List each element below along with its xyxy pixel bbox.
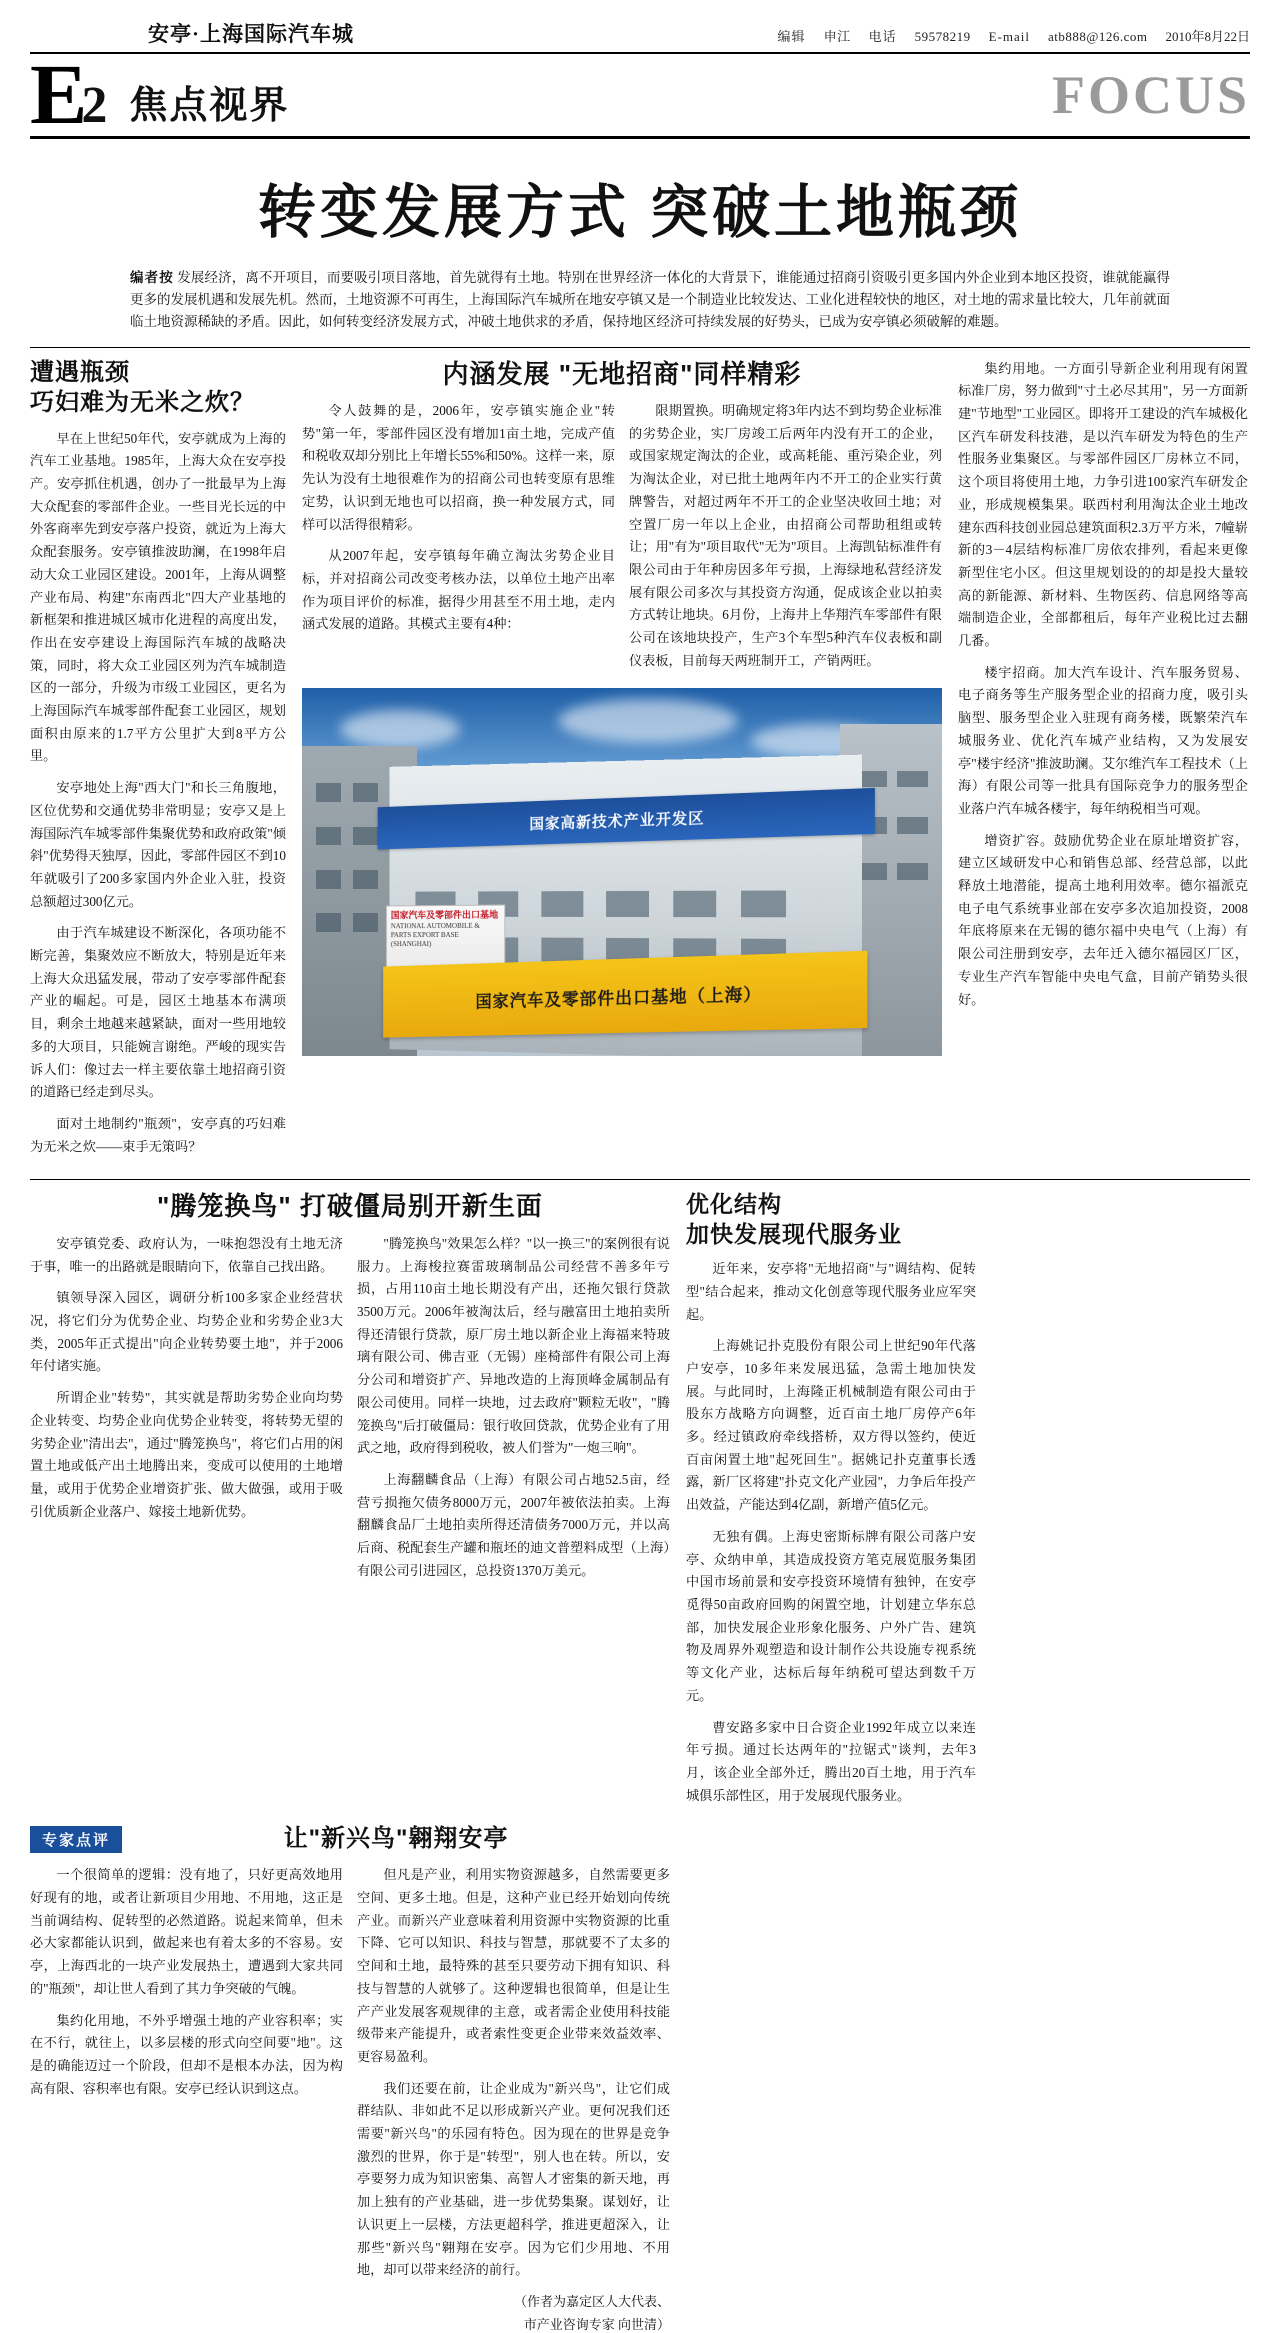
masthead bbox=[30, 18, 1250, 54]
phone-label: 电话 bbox=[868, 29, 897, 44]
editor-name: 申江 bbox=[823, 29, 851, 44]
editors-note bbox=[30, 267, 1250, 341]
expert-c2-para-1: 但凡是产业，利用实物资源越多，自然需要更多空间、更多土地。但是，这种产业已经开始划向传统产业。而新兴产业意味着利用资源中实物资源的比重下降、它可以知识、科技与智慧，那就要不了太多的空间和土地，最特殊的甚至只要劳动下拥有知识、科技与智慧的人就够了。这种逻辑也很简单，但是让生产产业发展客观规律的主意，或者需企业使用科技能级带来产能提升，或者索性变更企业带来效益效率、更容易盈利。 bbox=[357, 1867, 670, 2064]
divider-rule-bottom bbox=[30, 1179, 1250, 1180]
bl-c1-para-3: 所谓企业"转势"，其实就是帮助劣势企业向均势企业转变、均势企业向优势企业转变，将转势无望的劣势企业"清出去"，通过"腾笼换鸟"，将它们占用的闲置土地或低产出土地腾出来，变成可以使用的土地增量，或用于优势企业增资扩张、做大做强，或用于吸引优质新企业落户、嫁接土地新优势。 bbox=[30, 1390, 343, 1519]
middle-left-para-1: 令人鼓舞的是，2006年，安亭镇实施企业"转势"第一年，零部件园区没有增加1亩土地，完成产值和税收双却分别比上年增长55%和50%。这样一来，原先认为没有土地很难作为的招商公司也转变原有思维定势，认识到无地也可以招商，换一种发展方式，同样可以活得很精彩。 bbox=[302, 403, 615, 532]
right-para-3: 无独有偶。上海史密斯标牌有限公司落户安亭、众纳申单，其造成投资方笔克展览服务集团中国市场前景和安亭投资环境情有独钟，在安亭觅得50亩政府回购的闲置空地，计划建立华东总部，加快发展企业形象化服务、户外广告、建筑物及周界外观塑造和设计制作公共设施专视系统等文化产业，达标后每年纳税可望达到数千万元。 bbox=[686, 1528, 976, 1703]
main-columns bbox=[30, 358, 1250, 1168]
editors-note-text: 发展经济，离不开项目，而要吸引项目落地，首先就得有土地。特别在世界经济一体化的大背景下，谁能通过招商引资吸引更多国内外企业到本地区投资，谁就能赢得更多的发展机遇和发展先机。然而，土地资源不可再生，上海国际汽车城所在地安亭镇又是一个制造业比较发达、工业化进程较快的地区，对土地的需求量比较大，几年前就面临土地资源稀缺的矛盾。因此，如何转变经济发展方式，冲破土地供求的矛盾，保持地区经济可持续发展的好势头，已成为安亭镇必须破解的难题。 bbox=[130, 270, 1171, 329]
right-top-para-1: 集约用地。一方面引导新企业利用现有闲置标准厂房，努力做到"寸土必尽其用"，另一方面新建"节地型"工业园区。即将开工建设的汽车城极化区汽车研发科技港，是以汽车研发为特色的生产性服务业集聚区。与零部件园区厂房林立不同，这个项目将使用土地，力争引进100家汽车研发企业，形成规模集果。联西村利用淘汰企业土地改建东西科技创业园总建筑面积2.3万平方米，7幢崭新的3－4层结构标准厂房依农排列，看起来更像新型住宅小区。但这里规划设的的却是投大量较高的新能源、新材料、生物医药、信息网络等高端制造企业，全部都租后，每年产业税比过去翻几番。 bbox=[958, 360, 1248, 649]
masthead-contact bbox=[778, 26, 1250, 48]
left-para-1: 早在上世纪50年代，安亭就成为上海的汽车工业基地。1985年，上海大众在安亭投产。安亭抓住机遇，创办了一批最早为上海大众配套的零部件企业。一些目光长远的中外客商率先到安亭落户投资，就近为上海大众配套服务。安亭镇推波助澜，在1998年启动大众工业园区建设。2001年，上海从调整产业布局、构建"东南西北"四大产业基地的新框架和推进城区城市化进程的高度出发，作出在安亭建设上海国际汽车城的战略决策，同时，将大众工业园区列为汽车城制造区的一部分，升级为市级工业园区，更名为上海国际汽车城零部件配套工业园区，规划面积由原来的1.7平方公里扩大到8平方公里。 bbox=[30, 430, 286, 764]
section-folio bbox=[30, 46, 1250, 143]
column-left bbox=[30, 358, 286, 1168]
bottom-left-block bbox=[30, 1190, 670, 1816]
expert-signature-role: （作者为嘉定区人大代表、 bbox=[513, 2293, 670, 2309]
right-para-1: 近年来，安亭将"无地招商"与"调结构、促转型"结合起来，推动文化创意等现代服务业应军突起。 bbox=[686, 1261, 976, 1322]
email-label: E-mail bbox=[988, 29, 1030, 44]
bl-c2-para-1: "腾笼换鸟"效果怎么样？"以一换三"的案例很有说服力。上海梭拉赛雷玻璃制品公司经营不善多年亏损，占用110亩土地长期没有产出，还拖欠银行贷款3500万元。2006年被淘汰后，经与融富田土地拍卖所得还清银行贷款，原厂房土地以新企业上海福来特玻璃有限公司、佛吉亚（无锡）座椅部件有限公司上海分公司和增资扩产、异地改造的上海顶峰金属制品有限公司使用。同样一块地，过去政府"颗粒无收"，"腾笼换鸟"后打破僵局：银行收回贷款，优势企业有了用武之地，政府得到税收，被人们誉为"一炮三响"。 bbox=[357, 1235, 670, 1456]
bottom-section bbox=[30, 1190, 1250, 1816]
expert-c1-para-1: 一个很简单的逻辑：没有地了，只好更高效地用好现有的地，或者让新项目少用地、不用地，这正是当前调结构、促转型的必然道路。说起来简单，但未必大家都能认识到，做起来也有着太多的不容易。安亭，上海西北的一块产业发展热土，遭遇到大家共同的"瓶颈"，却让世人看到了其力争突破的气魄。 bbox=[30, 1867, 343, 1996]
expert-signature-name: 市产业咨询专家 向世清） bbox=[523, 2316, 670, 2332]
middle-subcolumn-left bbox=[302, 400, 615, 681]
section-name-cn: 焦点视界 bbox=[129, 84, 290, 127]
photo-poster-subtitle: NATIONAL AUTOMOBILE & PARTS EXPORT BASE (SHANGHAI) bbox=[391, 921, 481, 948]
left-para-4: 面对土地制约"瓶颈"，安亭真的巧妇难为无米之炊——束手无策吗？ bbox=[30, 1115, 286, 1154]
divider-rule bbox=[30, 347, 1250, 348]
photo-building-sign: 国家高新技术产业开发区 bbox=[378, 788, 875, 850]
expert-right-spacer bbox=[686, 1822, 976, 2333]
bottom-left-col-1 bbox=[30, 1233, 343, 1592]
middle-subcolumns bbox=[302, 400, 942, 681]
page-headline: 转变发展方式 突破土地瓶颈 bbox=[257, 180, 1023, 245]
expert-columns bbox=[30, 1864, 670, 2333]
section-name-en: FOCUS bbox=[1051, 65, 1250, 125]
right-section-title bbox=[686, 1190, 976, 1250]
middle-subcolumn-right bbox=[629, 400, 942, 681]
folio-number: 2 bbox=[81, 76, 108, 134]
left-section-title bbox=[30, 358, 286, 418]
left-title-line2: 巧妇难为无米之炊？ bbox=[30, 388, 255, 416]
cloud-icon bbox=[340, 710, 460, 748]
editors-note-label: 编者按 bbox=[130, 270, 174, 285]
issue-date: 2010年8月22日 bbox=[1165, 29, 1250, 44]
expert-col-2 bbox=[357, 1864, 670, 2333]
phone-number: 59578219 bbox=[914, 29, 971, 44]
expert-section bbox=[30, 1822, 1250, 2333]
photo-banner: 国家汽车及零部件出口基地（上海） bbox=[384, 951, 869, 1038]
publication-title: 安亭·上海国际汽车城 bbox=[148, 22, 355, 46]
bl-c1-para-1: 安亭镇党委、政府认为，一味抱怨没有土地无济于事，唯一的出路就是眼睛向下，依靠自己找出路。 bbox=[30, 1235, 343, 1274]
left-para-2: 安亭地处上海"西大门"和长三角腹地，区位优势和交通优势非常明显；安亭又是上海国际汽车城零部件集聚优势和政府政策"倾斜"优势得天独厚，因此，零部件园区不到10年就吸引了200多家国内外企业入驻，投资总额超过300亿元。 bbox=[30, 780, 286, 909]
right-title-line1: 优化结构 bbox=[686, 1191, 782, 1218]
bottom-left-columns bbox=[30, 1233, 670, 1592]
right-para-4: 曹安路多家中日合资企业1992年成立以来连年亏损。通过长达两年的"拉锯式"谈判，去年3月，该企业全部外迁，腾出20百土地，用于汽车城俱乐部性区，用于发展现代服务业。 bbox=[686, 1719, 976, 1803]
bottom-left-col-2 bbox=[357, 1233, 670, 1592]
middle-left-para-2: 从2007年起，安亭镇每年确立淘汰劣势企业目标，并对招商公司改变考核办法，以单位土地产出率作为项目评价的标准，据得少用甚至不用土地，走内涵式发展的道路。其模式主要有4种： bbox=[302, 548, 615, 632]
middle-section-title: 内涵发展 "无地招商"同样精彩 bbox=[442, 358, 802, 389]
right-top-para-3: 增资扩容。鼓励优势企业在原址增资扩容，建立区域研发中心和销售总部、经营总部，以此释放土地潜能，提高土地利用效率。德尔福派克电子电气系统事业部在安亭多次追加投资，2008年底将原来在无锡的德尔福中央电气（上海）有限公司注册到安亭，去年迁入德尔福园区厂区，专业生产汽车智能中央电气盒，目前产销势头很好。 bbox=[958, 832, 1248, 1007]
expert-c1-para-2: 集约化用地，不外乎增强土地的产业容积率；实在不行，就往上，以多层楼的形式向空间要"地"。这是的确能迈过一个阶段，但却不是根本办法，因为构高有限、容积率也有限。安亭已经认识到这点。 bbox=[30, 2012, 343, 2096]
expert-c2-para-2: 我们还要在前，让企业成为"新兴鸟"，让它们成群结队、非如此不足以形成新兴产业。更何况我们还需要"新兴鸟"的乐园有特色。因为现在的世界是竞争激烈的世界，你于是"转型"，别人也在转。所以，安亭要努力成为知识密集、高智人才密集的新天地，再加上独有的产业基础，进一步优势集聚。谋划好，让认识更上一层楼，方法更超科学，推进更超深入，让那些"新兴鸟"翱翔在安亭。因为它们少用地、不用地，却可以带来经济的前行。 bbox=[357, 2080, 670, 2278]
right-top-para-2: 楼宇招商。加大汽车设计、汽车服务贸易、电子商务等生产服务型企业的招商力度，吸引头脑型、服务型企业入驻现有商务楼，既繁荣汽车城服务业、优化汽车城产业结构，又为发展安亭"楼宇经济"推波助澜。艾尔维汽车工程技术（上海）有限公司等一批具有国际竞争力的服务型企业落户汽车城各楼宇，每年纳税相当可观。 bbox=[958, 664, 1248, 816]
email-address: atb888@126.com bbox=[1047, 29, 1148, 44]
article-photo bbox=[302, 688, 942, 1056]
cloud-icon bbox=[558, 699, 738, 743]
column-middle bbox=[302, 358, 942, 1168]
bottom-right-block bbox=[686, 1190, 976, 1816]
expert-col-1 bbox=[30, 1864, 343, 2333]
folio-letter: E bbox=[30, 46, 86, 143]
middle-right-para-1: 限期置换。明确规定将3年内达不到均势企业标准的劣势企业，实厂房竣工后两年内没有开工的企业，或国家规定淘汰的企业，或高耗能、重污染企业，列为淘汰企业，对已批土地两年内不开工的企业实行黄牌警告，对超过两年不开工的企业坚决收回土地；对空置厂房一年以上企业，由招商公司帮助租组或转让；用"有为"项目取代"无为"项目。上海凯钻标准件有限公司由于年种房因多年亏损，上海绿地私营经济发展有限公司多次与其投资方沟通，促成该企业以拍卖方式转让地块。6月份，上海井上华翔汽车零部件有限公司在该地块投产，生产3个车型5种汽车仪表板和副仪表板，目前每天两班制开工，产销两旺。 bbox=[629, 403, 942, 668]
bottom-left-title: "腾笼换鸟" 打破僵局别开新生面 bbox=[157, 1191, 543, 1222]
right-title-line2: 加快发展现代服务业 bbox=[686, 1221, 902, 1248]
bl-c1-para-2: 镇领导深入园区，调研分析100多家企业经营状况，将它们分为优势企业、均势企业和劣势企业3大类，2005年正式提出"向企业转势要土地"，并于2006年付诸实施。 bbox=[30, 1290, 343, 1374]
bl-c2-para-2: 上海翻麟食品（上海）有限公司占地52.5亩，经营亏损拖欠债务8000万元，2007年被依法拍卖。上海翻麟食品厂土地拍卖所得还清债务7000万元，并以高后商、税配套生产罐和瓶坯的迪文普塑料成型（上海）有限公司引进园区，总投资1370万美元。 bbox=[357, 1471, 670, 1578]
editor-label: 编辑 bbox=[777, 29, 806, 44]
column-right bbox=[958, 358, 1248, 1168]
right-para-2: 上海姚记扑克股份有限公司上世纪90年代落户安亭，10多年来发展迅猛，急需土地加快发展。与此同时，上海隆正机械制造有限公司由于股东方战略方向调整，近百亩土地厂房停产6年多。经过镇政府牵线搭桥，双方得以签约，使近百亩闲置土地"起死回生"。据姚记扑克董事长透露，新厂区将建"扑克文化产业园"，力争后年投产出效益，产能达到4亿副，新增产值5亿元。 bbox=[686, 1338, 976, 1513]
expert-title: 让"新兴鸟"翱翔安亭 bbox=[283, 1825, 509, 1853]
photo-poster-title: 国家汽车及零部件出口基地 bbox=[391, 909, 499, 920]
expert-block bbox=[30, 1822, 670, 2333]
left-para-3: 由于汽车城建设不断深化，各项功能不断完善，集聚效应不断放大，特别是近年来上海大众迅猛发展，带动了安亭零部件配套产业的崛起。可是，园区土地基本布满项目，剩余土地越来越紧缺，面对一些用地较多的大项目，只能婉言谢绝。严峻的现实告诉人们：像过去一样主要依靠土地招商引资的道路已经走到尽头。 bbox=[30, 925, 286, 1100]
expert-badge: 专家点评 bbox=[30, 1826, 122, 1853]
left-title-line1: 遭遇瓶颈 bbox=[30, 358, 130, 386]
